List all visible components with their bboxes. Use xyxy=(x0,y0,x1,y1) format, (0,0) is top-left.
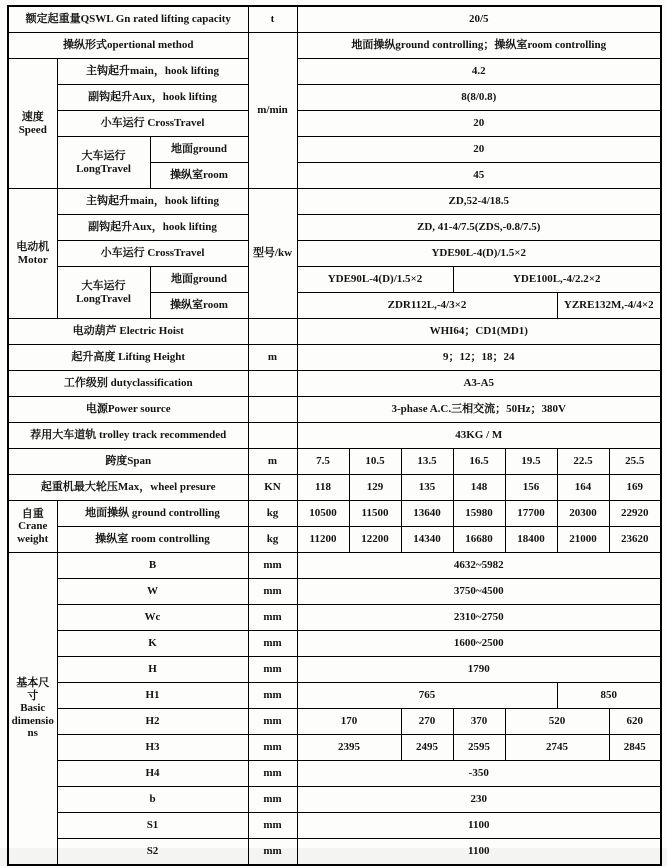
dim-value: 520 xyxy=(505,709,609,735)
row-dim-H3 xyxy=(8,735,661,761)
speed-long-travel-en: LongTravel xyxy=(76,162,131,175)
span-label: 跨度Span xyxy=(8,449,248,475)
dim-unit: mm xyxy=(248,605,297,631)
dim-label: H3 xyxy=(57,735,248,761)
speed-long-travel-zh: 大车运行 xyxy=(81,149,126,162)
weight-ground-value: 17700 xyxy=(505,501,557,527)
speed-cross-travel-label: 小车运行 CrossTravel xyxy=(57,111,248,137)
dim-value: 3750~4500 xyxy=(297,579,661,605)
row-dim-H xyxy=(8,657,661,683)
weight-room-value: 11200 xyxy=(297,527,349,553)
dim-label: W xyxy=(57,579,248,605)
trolley-track-label: 荐用大车道轨 trolley track recommended xyxy=(8,423,248,449)
dim-label: S2 xyxy=(57,839,248,866)
dim-label: Wc xyxy=(57,605,248,631)
row-motor-long-travel-ground xyxy=(8,267,661,293)
weight-room-label: 操纵室 room controlling xyxy=(57,527,248,553)
row-dim-K xyxy=(8,631,661,657)
duty-classification-value: A3-A5 xyxy=(297,371,661,397)
lifting-height-label: 起升高度 Lifting Height xyxy=(8,345,248,371)
dim-value: 850 xyxy=(557,683,661,709)
speed-cross-travel-value: 20 xyxy=(297,111,661,137)
weight-room-unit: kg xyxy=(248,527,297,553)
dimensions-group-en-1: Basic xyxy=(20,702,46,715)
wheel-pressure-label: 起重机最大轮压Max，wheel presure xyxy=(8,475,248,501)
duty-classification-label: 工作级别 dutyclassification xyxy=(8,371,248,397)
dim-label: H xyxy=(57,657,248,683)
dim-value: 2745 xyxy=(505,735,609,761)
wheel-pressure-value: 169 xyxy=(609,475,661,501)
rated-capacity-label: 额定起重量QSWL Gn rated lifting capacity xyxy=(8,6,248,33)
electric-hoist-label: 电动葫芦 Electric Hoist xyxy=(8,319,248,345)
dim-label: b xyxy=(57,787,248,813)
dim-value: 2395 xyxy=(297,735,401,761)
weight-room-value: 16680 xyxy=(453,527,505,553)
dim-label: H4 xyxy=(57,761,248,787)
dimensions-group-header xyxy=(8,553,57,866)
row-motor-cross-travel xyxy=(8,241,661,267)
row-rated-capacity xyxy=(8,6,661,33)
motor-group-en: Motor xyxy=(17,253,48,266)
weight-room-value: 12200 xyxy=(349,527,401,553)
lifting-height-value: 9；12；18；24 xyxy=(297,345,661,371)
row-speed-long-travel-ground xyxy=(8,137,661,163)
dim-label: S1 xyxy=(57,813,248,839)
row-electric-hoist xyxy=(8,319,661,345)
speed-aux-hook-value: 8(8/0.8) xyxy=(297,85,661,111)
row-power-source xyxy=(8,397,661,423)
motor-long-travel-en: LongTravel xyxy=(76,292,131,305)
power-source-value: 3-phase A.C.三相交流；50Hz；380V xyxy=(297,397,661,423)
dim-value: 170 xyxy=(297,709,401,735)
weight-ground-label: 地面操纵 ground controlling xyxy=(57,501,248,527)
dim-unit: mm xyxy=(248,631,297,657)
spec-table xyxy=(7,5,662,866)
power-source-label: 电源Power source xyxy=(8,397,248,423)
span-value: 13.5 xyxy=(401,449,453,475)
row-trolley-track xyxy=(8,423,661,449)
wheel-pressure-value: 156 xyxy=(505,475,557,501)
dim-label: H1 xyxy=(57,683,248,709)
motor-group-header xyxy=(8,189,57,319)
weight-ground-value: 13640 xyxy=(401,501,453,527)
row-lifting-height xyxy=(8,345,661,371)
weight-ground-value: 20300 xyxy=(557,501,609,527)
weight-ground-value: 11500 xyxy=(349,501,401,527)
row-dim-S2 xyxy=(8,839,661,866)
weight-room-value: 23620 xyxy=(609,527,661,553)
speed-room-value: 45 xyxy=(297,163,661,189)
span-value: 7.5 xyxy=(297,449,349,475)
dim-value: 370 xyxy=(453,709,505,735)
rated-capacity-value: 20/5 xyxy=(297,6,661,33)
span-value: 10.5 xyxy=(349,449,401,475)
dim-label: H2 xyxy=(57,709,248,735)
row-speed-aux-hook xyxy=(8,85,661,111)
row-dim-H2 xyxy=(8,709,661,735)
row-dim-b xyxy=(8,787,661,813)
motor-main-hook-value: ZD,52-4/18.5 xyxy=(297,189,661,215)
dim-unit: mm xyxy=(248,839,297,866)
motor-aux-hook-value: ZD, 41-4/7.5(ZDS,-0.8/7.5) xyxy=(297,215,661,241)
dimensions-group-zh: 基本尺寸 xyxy=(16,676,50,702)
crane-weight-group-zh: 自重 xyxy=(21,507,44,520)
speed-group-header xyxy=(8,59,57,189)
dim-unit: mm xyxy=(248,553,297,579)
row-dim-Wc xyxy=(8,605,661,631)
row-speed-main-hook xyxy=(8,59,661,85)
speed-unit: m/min xyxy=(248,33,297,189)
speed-aux-hook-label: 副钩起升Aux，hook lifting xyxy=(57,85,248,111)
span-value: 22.5 xyxy=(557,449,609,475)
operational-method-value: 地面操纵ground controlling；操纵室room controlling xyxy=(297,33,661,59)
span-unit: m xyxy=(248,449,297,475)
row-dim-B xyxy=(8,553,661,579)
span-value: 16.5 xyxy=(453,449,505,475)
span-value: 19.5 xyxy=(505,449,557,475)
wheel-pressure-value: 148 xyxy=(453,475,505,501)
row-speed-cross-travel xyxy=(8,111,661,137)
dim-value: 1790 xyxy=(297,657,661,683)
row-weight-ground xyxy=(8,501,661,527)
speed-group-zh: 速度 xyxy=(21,110,44,123)
dim-unit: mm xyxy=(248,761,297,787)
dim-unit: mm xyxy=(248,683,297,709)
motor-room-value-1: ZDR112L,-4/3×2 xyxy=(297,293,557,319)
dim-unit: mm xyxy=(248,787,297,813)
row-dim-W xyxy=(8,579,661,605)
row-span xyxy=(8,449,661,475)
dim-unit: mm xyxy=(248,709,297,735)
motor-group-zh: 电动机 xyxy=(16,240,50,253)
electric-hoist-unit-empty xyxy=(248,319,297,345)
dim-value: -350 xyxy=(297,761,661,787)
motor-cross-travel-label: 小车运行 CrossTravel xyxy=(57,241,248,267)
wheel-pressure-value: 129 xyxy=(349,475,401,501)
dim-unit: mm xyxy=(248,813,297,839)
power-source-unit-empty xyxy=(248,397,297,423)
speed-ground-label: 地面ground xyxy=(150,137,248,163)
row-operational-method xyxy=(8,33,661,59)
weight-ground-unit: kg xyxy=(248,501,297,527)
electric-hoist-value: WHI64；CD1(MD1) xyxy=(297,319,661,345)
wheel-pressure-value: 135 xyxy=(401,475,453,501)
speed-long-travel-label xyxy=(57,137,150,189)
dim-value: 1100 xyxy=(297,839,661,866)
speed-group-en: Speed xyxy=(18,123,47,136)
motor-cross-travel-value: YDE90L-4(D)/1.5×2 xyxy=(297,241,661,267)
span-value: 25.5 xyxy=(609,449,661,475)
weight-room-value: 18400 xyxy=(505,527,557,553)
dim-value: 1100 xyxy=(297,813,661,839)
row-weight-room xyxy=(8,527,661,553)
wheel-pressure-unit: KN xyxy=(248,475,297,501)
dim-value: 230 xyxy=(297,787,661,813)
operational-method-label: 操纵形式opertional method xyxy=(8,33,248,59)
dim-value: 2845 xyxy=(609,735,661,761)
weight-ground-value: 22920 xyxy=(609,501,661,527)
motor-ground-label: 地面ground xyxy=(150,267,248,293)
speed-main-hook-value: 4.2 xyxy=(297,59,661,85)
crane-weight-group-header xyxy=(8,501,57,553)
motor-aux-hook-label: 副钩起升Aux，hook lifting xyxy=(57,215,248,241)
dim-value: 2310~2750 xyxy=(297,605,661,631)
dim-value: 620 xyxy=(609,709,661,735)
dim-label: K xyxy=(57,631,248,657)
dim-value: 4632~5982 xyxy=(297,553,661,579)
dim-value: 2495 xyxy=(401,735,453,761)
dimensions-group-en-2: dimensions xyxy=(11,714,54,740)
duty-classification-unit-empty xyxy=(248,371,297,397)
row-dim-H4 xyxy=(8,761,661,787)
speed-ground-value: 20 xyxy=(297,137,661,163)
lifting-height-unit: m xyxy=(248,345,297,371)
motor-room-label: 操纵室room xyxy=(150,293,248,319)
weight-room-value: 21000 xyxy=(557,527,609,553)
motor-unit: 型号/kw xyxy=(248,189,297,319)
dim-value: 2595 xyxy=(453,735,505,761)
dim-value: 270 xyxy=(401,709,453,735)
row-duty-classification xyxy=(8,371,661,397)
rated-capacity-unit: t xyxy=(248,6,297,33)
row-wheel-pressure xyxy=(8,475,661,501)
dim-unit: mm xyxy=(248,657,297,683)
motor-ground-value-1: YDE90L-4(D)/1.5×2 xyxy=(297,267,453,293)
motor-long-travel-label xyxy=(57,267,150,319)
weight-room-value: 14340 xyxy=(401,527,453,553)
row-motor-main-hook xyxy=(8,189,661,215)
weight-ground-value: 15980 xyxy=(453,501,505,527)
speed-main-hook-label: 主钩起升main，hook lifting xyxy=(57,59,248,85)
row-dim-S1 xyxy=(8,813,661,839)
trolley-track-unit-empty xyxy=(248,423,297,449)
speed-room-label: 操纵室room xyxy=(150,163,248,189)
dim-value: 765 xyxy=(297,683,557,709)
wheel-pressure-value: 118 xyxy=(297,475,349,501)
crane-weight-group-en-1: Crane xyxy=(18,520,48,533)
wheel-pressure-value: 164 xyxy=(557,475,609,501)
crane-weight-group-en-2: weight xyxy=(17,532,49,545)
dim-unit: mm xyxy=(248,579,297,605)
trolley-track-value: 43KG / M xyxy=(297,423,661,449)
dim-unit: mm xyxy=(248,735,297,761)
motor-main-hook-label: 主钩起升main，hook lifting xyxy=(57,189,248,215)
row-motor-aux-hook xyxy=(8,215,661,241)
row-dim-H1 xyxy=(8,683,661,709)
dim-value: 1600~2500 xyxy=(297,631,661,657)
motor-long-travel-zh: 大车运行 xyxy=(81,279,126,292)
weight-ground-value: 10500 xyxy=(297,501,349,527)
motor-ground-value-2: YDE100L,-4/2.2×2 xyxy=(453,267,661,293)
motor-room-value-2: YZRE132M,-4/4×2 xyxy=(557,293,661,319)
dim-label: B xyxy=(57,553,248,579)
